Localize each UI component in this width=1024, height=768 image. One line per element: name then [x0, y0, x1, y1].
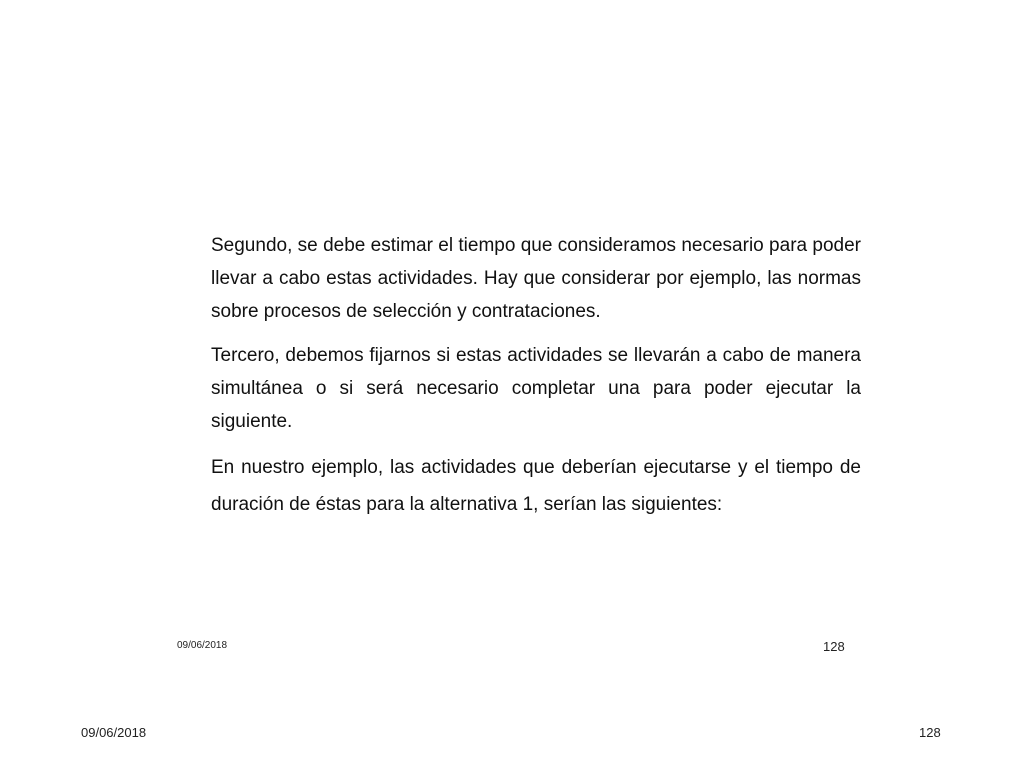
page-footer-date: 09/06/2018	[81, 725, 147, 740]
paragraph-ejemplo: En nuestro ejemplo, las actividades que deberían ejecutarse y el tiempo de duración de éstas para la alternativa 1, serían las siguientes:	[211, 457, 861, 515]
paragraph-segundo: Segundo, se debe estimar el tiempo que consideramos necesario para poder llevar a cabo estas actividades. Hay que considerar por ejemplo, las normas sobre procesos de selección y contrataciones.	[211, 235, 861, 322]
slide-footer-date: 09/06/2018	[177, 640, 228, 651]
paragraph-tercero: Tercero, debemos fijarnos si estas actividades se llevarán a cabo de manera simultánea o si será necesario completar una para poder ejecutar la siguiente.	[211, 345, 861, 432]
page-footer-page-number: 128	[919, 725, 941, 740]
slide-body	[211, 229, 861, 523]
slide-footer-page-number: 128	[823, 639, 845, 654]
